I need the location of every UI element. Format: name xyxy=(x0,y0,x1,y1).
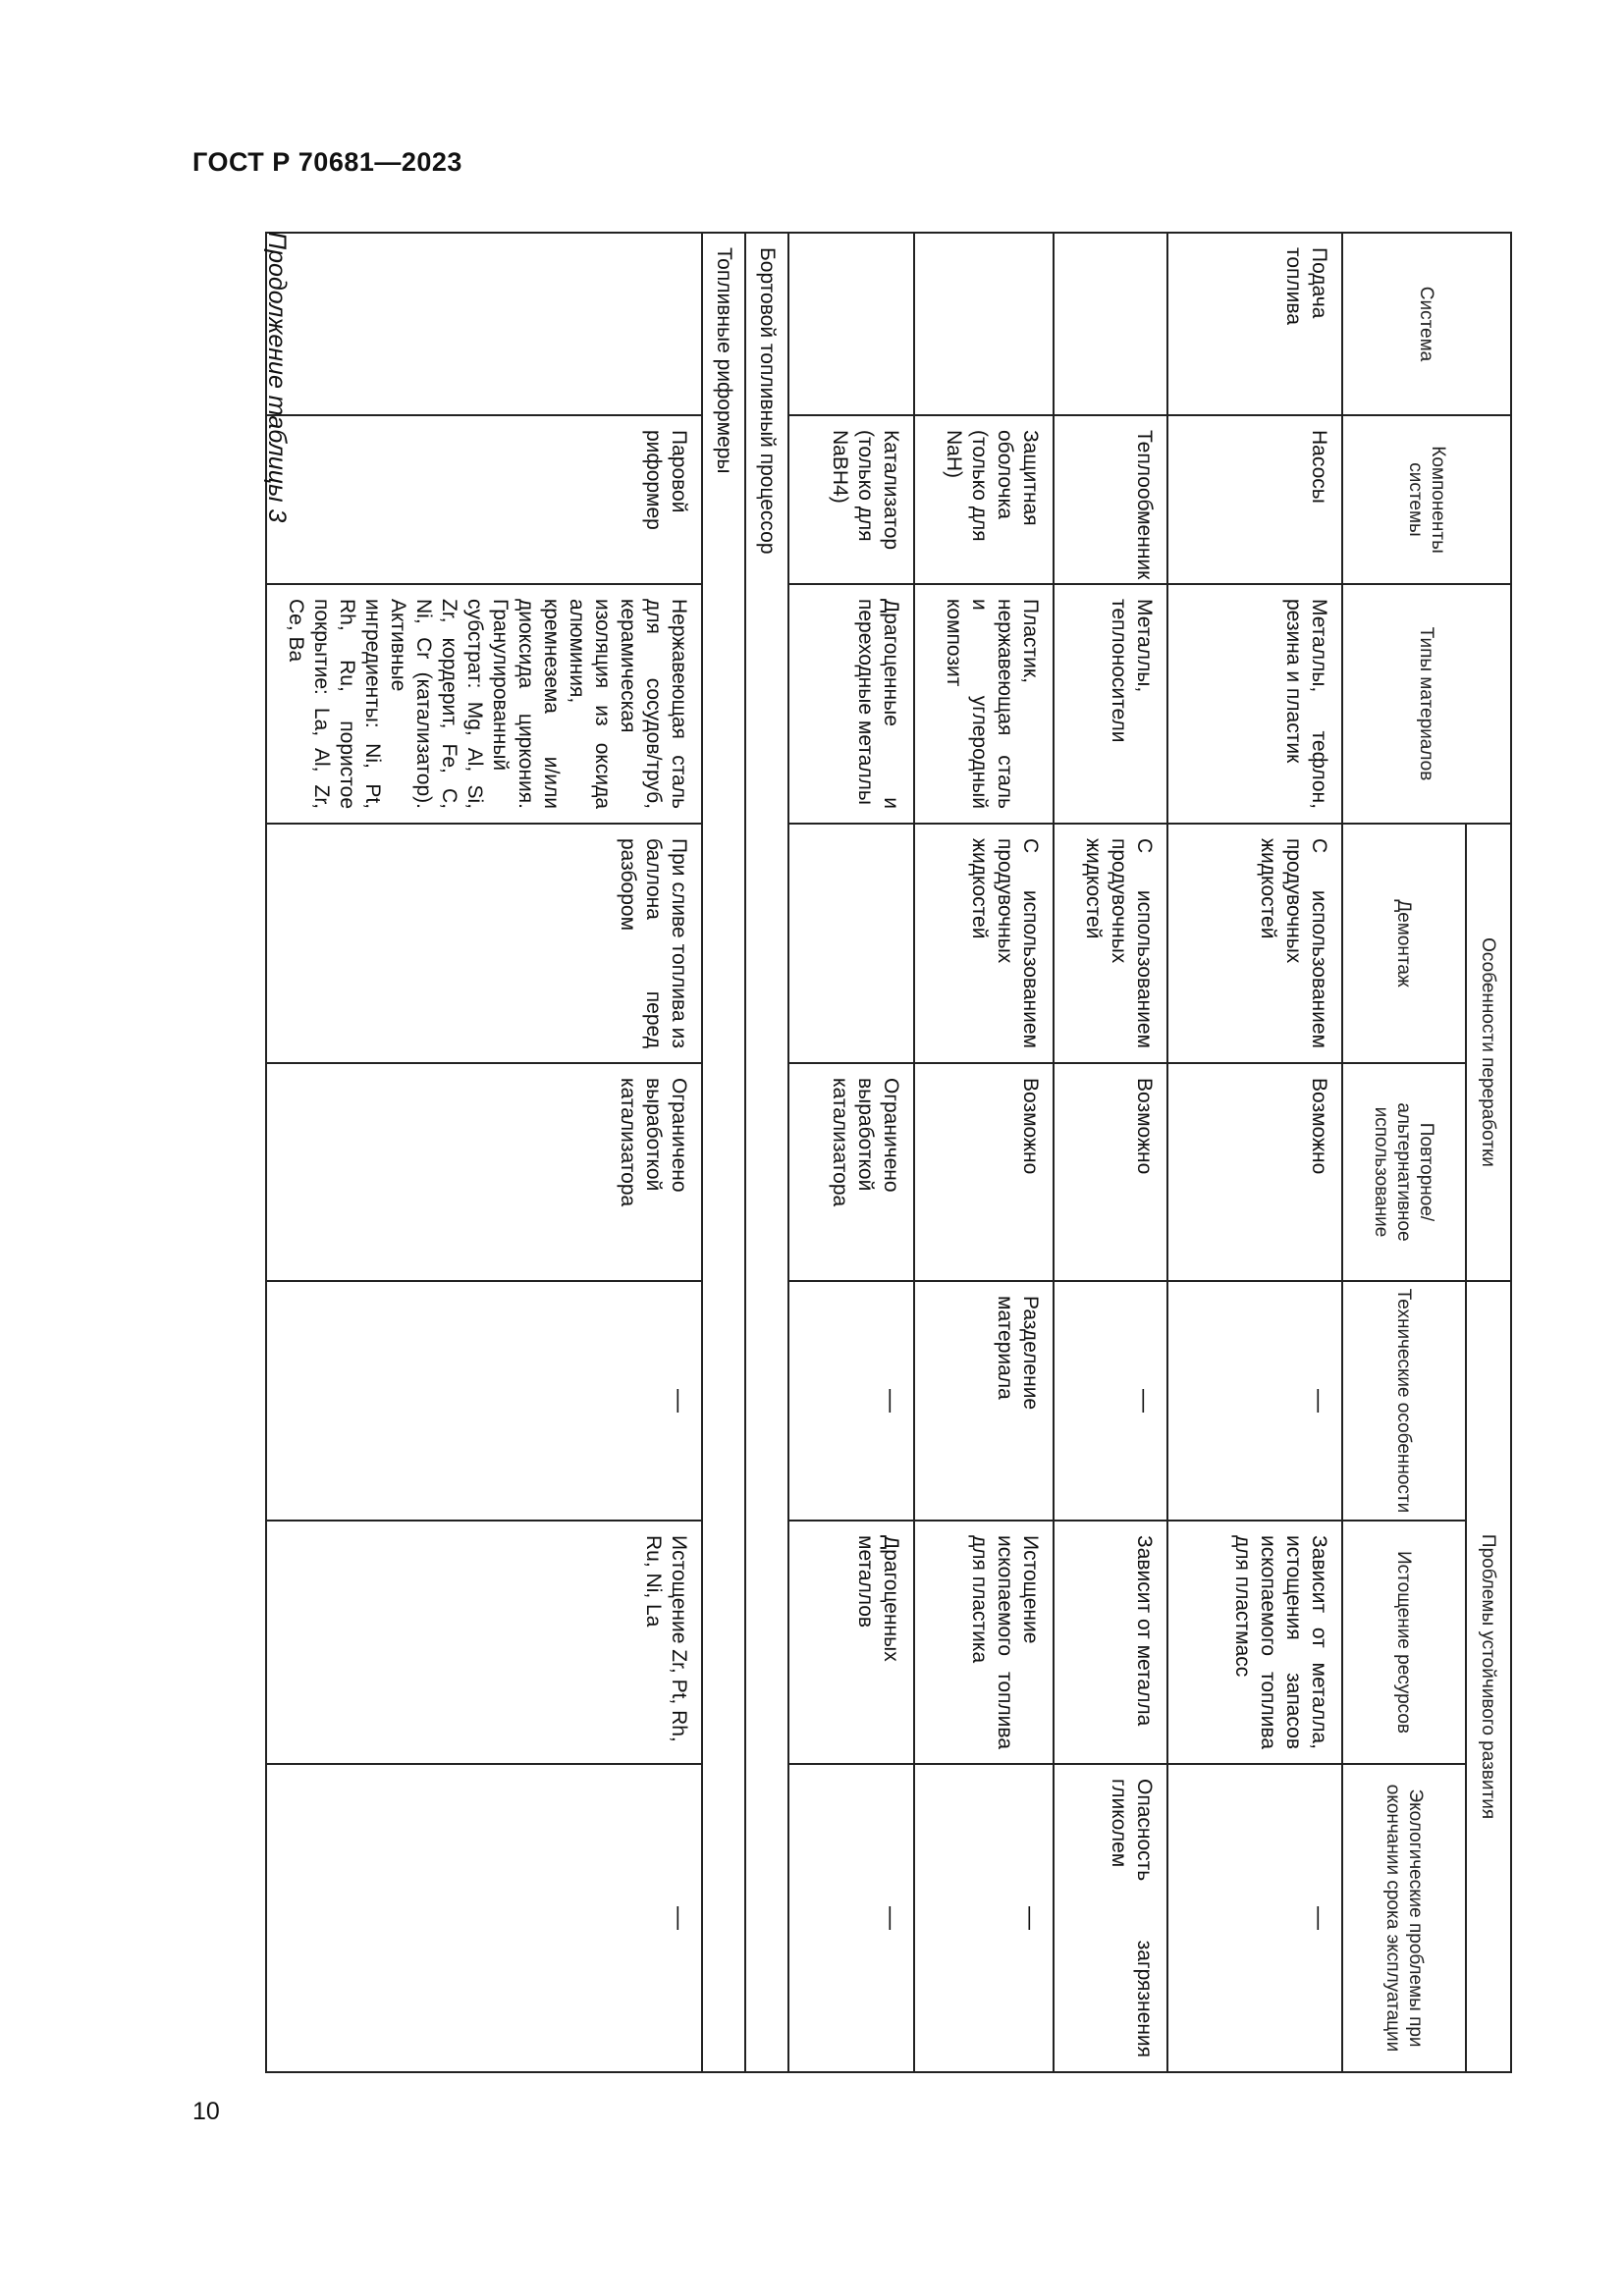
cell-system: Подача топлива xyxy=(1167,233,1342,415)
cell-ecological: — xyxy=(266,1764,702,2072)
rotated-table-area xyxy=(236,232,1512,2071)
table-row xyxy=(1054,233,1167,2072)
cell-resources: Истощение ископаемого топлива для пластика xyxy=(914,1521,1054,1764)
cell-dismantling: С использованием продувочных жидкостей xyxy=(1167,824,1342,1063)
table-row xyxy=(266,233,702,2072)
table-row xyxy=(1167,233,1342,2072)
section-reformers-label: Топливные риформеры xyxy=(702,233,745,2072)
table-row xyxy=(788,233,914,2072)
cell-reuse: Возможно xyxy=(1167,1063,1342,1281)
header-components: Компоненты системы xyxy=(1342,415,1511,584)
header-resources: Истощение ресурсов xyxy=(1342,1521,1466,1764)
cell-materials: Металлы, тефлон, резина и пластик xyxy=(1167,584,1342,824)
cell-reuse: Ограничено выработкой катализатора xyxy=(788,1063,914,1281)
cell-technical: Разделение материала xyxy=(914,1281,1054,1521)
cell-resources: Зависит от металла, истощения запасов ископаемого топлива для пластмасс xyxy=(1167,1521,1342,1764)
cell-technical: — xyxy=(1054,1281,1167,1521)
cell-dismantling: При сливе топлива из баллона перед разбором xyxy=(266,824,702,1063)
cell-materials: Нержавеющая сталь для сосудов/труб, керамическая изоляция из оксида алюминия, кремнезема и/или диоксида циркония. Гранулированный субстрат: Mg, Al, Si, Zr, кордерит, Fe, C, Ni, Cr (катализатор). Активные ингредиенты: Ni, Pt, Rh, Ru, пористое покрытие: La, Al, Zr, Ce, Ba xyxy=(266,584,702,824)
section-onboard-label: Бортовой топливный процессор xyxy=(745,233,788,2072)
table-caption: Продолжение таблицы 3 xyxy=(263,232,291,523)
header-materials: Типы материалов xyxy=(1342,584,1511,824)
header-processing: Особенности переработки xyxy=(1466,824,1511,1281)
cell-component: Паровой риформер xyxy=(266,415,702,584)
cell-system xyxy=(788,233,914,415)
cell-materials: Металлы, теплоносители xyxy=(1054,584,1167,824)
header-row-1 xyxy=(1466,233,1511,2072)
cell-system xyxy=(1054,233,1167,415)
cell-dismantling: С использованием продувочных жидкостей xyxy=(1054,824,1167,1063)
document-code: ГОСТ Р 70681—2023 xyxy=(192,147,462,177)
header-dismantling: Демонтаж xyxy=(1342,824,1466,1063)
cell-component: Защитная оболочка (только для NaH) xyxy=(914,415,1054,584)
cell-ecological: Опасность загрязнения гликолем xyxy=(1054,1764,1167,2072)
cell-reuse: Возможно xyxy=(914,1063,1054,1281)
cell-component: Теплообменник xyxy=(1054,415,1167,584)
cell-dismantling xyxy=(788,824,914,1063)
cell-system xyxy=(266,233,702,415)
cell-materials: Пластик, нержавеющая сталь и углеродный композит xyxy=(914,584,1054,824)
cell-resources: Драгоценных металлов xyxy=(788,1521,914,1764)
cell-technical: — xyxy=(266,1281,702,1521)
header-ecological: Экологические проблемы при окончании срока эксплуатации xyxy=(1342,1764,1466,2072)
cell-component: Насосы xyxy=(1167,415,1342,584)
header-sustainability: Проблемы устойчивого развития xyxy=(1466,1281,1511,2072)
page-number: 10 xyxy=(192,2098,220,2125)
cell-reuse: Ограничено выработкой катализатора xyxy=(266,1063,702,1281)
cell-component: Катализатор (только для NaBH4) xyxy=(788,415,914,584)
section-row-onboard xyxy=(745,233,788,2072)
materials-table xyxy=(265,232,1512,2073)
header-technical: Технические особенности xyxy=(1342,1281,1466,1521)
cell-resources: Зависит от металла xyxy=(1054,1521,1167,1764)
cell-system xyxy=(914,233,1054,415)
cell-reuse: Возможно xyxy=(1054,1063,1167,1281)
header-system: Система xyxy=(1342,233,1511,415)
cell-ecological: — xyxy=(1167,1764,1342,2072)
header-reuse: Повторное/ альтернативное использование xyxy=(1342,1063,1466,1281)
section-row-reformers xyxy=(702,233,745,2072)
cell-materials: Драгоценные и переходные металлы xyxy=(788,584,914,824)
cell-ecological: — xyxy=(914,1764,1054,2072)
table-row xyxy=(914,233,1054,2072)
cell-ecological: — xyxy=(788,1764,914,2072)
cell-dismantling: С использованием продувочных жидкостей xyxy=(914,824,1054,1063)
cell-technical: — xyxy=(788,1281,914,1521)
cell-resources: Истощение Zr, Pt, Rh, Ru, Ni, La xyxy=(266,1521,702,1764)
cell-technical: — xyxy=(1167,1281,1342,1521)
